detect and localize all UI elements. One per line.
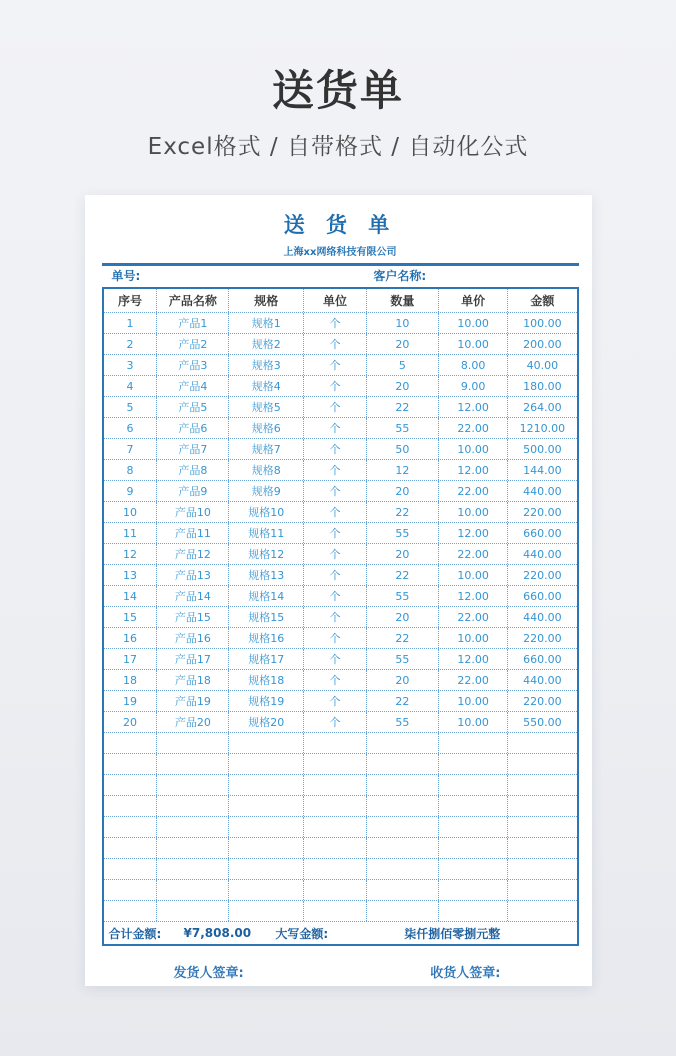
empty-table-cell (156, 817, 228, 837)
table-cell: 20 (366, 607, 438, 627)
table-cell: 12.00 (438, 586, 508, 606)
table-cell: 11 (122, 526, 137, 540)
table-cell: 22 (366, 691, 438, 711)
table-cell: 15 (122, 610, 137, 624)
page-title: 送货单 (271, 66, 404, 115)
table-cell: 22 (366, 565, 438, 585)
empty-table-cell (438, 817, 508, 837)
table-cell: 个 (303, 712, 366, 732)
table-cell: 10.00 (438, 334, 508, 354)
table-cell: 个 (303, 586, 366, 606)
table-cell: 17 (122, 652, 137, 666)
table-cell: 个 (303, 502, 366, 522)
table-cell: 产品4 (156, 376, 228, 396)
empty-table-cell (104, 754, 157, 774)
table-cell: 660.00 (507, 523, 576, 543)
empty-table-row (104, 858, 577, 879)
table-cell: 12.00 (438, 649, 508, 669)
empty-table-cell (228, 838, 303, 858)
empty-table-cell (507, 754, 576, 774)
table-cell: 55 (366, 586, 438, 606)
table-cell: 5 (366, 355, 438, 375)
total-amount-label: 合计金额: (108, 926, 162, 941)
sender-signature-label: 发货人签章: (173, 966, 244, 981)
empty-table-cell (156, 754, 228, 774)
table-cell: 规格14 (228, 586, 303, 606)
table-cell: 5 (126, 400, 134, 414)
table-row (104, 564, 577, 585)
table-cell: 规格15 (228, 607, 303, 627)
empty-table-cell (228, 817, 303, 837)
table-cell: 8 (126, 463, 134, 477)
table-cell: 产品19 (156, 691, 228, 711)
empty-table-cell (303, 817, 366, 837)
table-cell: 4 (126, 379, 134, 393)
table-cell: 个 (303, 313, 366, 333)
table-cell: 20 (366, 544, 438, 564)
empty-table-cell (366, 901, 438, 921)
table-cell: 14 (122, 589, 137, 603)
column-header: 规格 (228, 289, 303, 312)
table-cell: 7 (126, 442, 134, 456)
empty-table-row (104, 900, 577, 921)
table-cell: 55 (366, 712, 438, 732)
table-cell: 产品16 (156, 628, 228, 648)
table-cell: 个 (303, 376, 366, 396)
table-cell: 10.00 (438, 313, 508, 333)
table-cell: 8.00 (438, 355, 508, 375)
table-cell: 个 (303, 628, 366, 648)
empty-table-cell (303, 838, 366, 858)
empty-table-cell (104, 775, 157, 795)
empty-table-cell (507, 859, 576, 879)
table-cell: 440.00 (507, 670, 576, 690)
empty-table-cell (303, 859, 366, 879)
column-header: 产品名称 (156, 289, 228, 312)
table-cell: 产品5 (156, 397, 228, 417)
table-row (104, 417, 577, 438)
empty-table-row (104, 795, 577, 816)
table-cell: 3 (126, 358, 134, 372)
empty-table-cell (104, 817, 157, 837)
table-total-row (104, 921, 577, 944)
column-header: 单位 (303, 289, 366, 312)
table-cell: 264.00 (507, 397, 576, 417)
total-amount-value: ¥7,808.00 (183, 926, 252, 940)
empty-table-cell (104, 859, 157, 879)
empty-table-cell (438, 754, 508, 774)
table-cell: 个 (303, 460, 366, 480)
empty-table-cell (438, 838, 508, 858)
delivery-note-card (85, 195, 592, 986)
empty-table-cell (438, 880, 508, 900)
table-cell: 9 (126, 484, 134, 498)
table-row (104, 606, 577, 627)
empty-table-cell (156, 901, 228, 921)
table-cell: 10.00 (438, 691, 508, 711)
table-cell: 产品10 (156, 502, 228, 522)
table-cell: 10.00 (438, 565, 508, 585)
empty-table-cell (438, 733, 508, 753)
empty-table-cell (104, 733, 157, 753)
table-cell: 12.00 (438, 523, 508, 543)
table-cell: 55 (366, 523, 438, 543)
table-cell: 12 (366, 460, 438, 480)
table-cell: 个 (303, 334, 366, 354)
empty-table-cell (507, 775, 576, 795)
table-cell: 10.00 (438, 712, 508, 732)
table-cell: 规格20 (228, 712, 303, 732)
table-cell: 个 (303, 418, 366, 438)
table-cell: 16 (122, 631, 137, 645)
table-row (104, 501, 577, 522)
column-header: 数量 (366, 289, 438, 312)
table-cell: 180.00 (507, 376, 576, 396)
empty-table-cell (228, 901, 303, 921)
table-cell: 产品13 (156, 565, 228, 585)
table-row (104, 522, 577, 543)
table-cell: 产品8 (156, 460, 228, 480)
empty-table-cell (104, 880, 157, 900)
table-cell: 规格1 (228, 313, 303, 333)
table-cell: 个 (303, 565, 366, 585)
column-header: 金额 (507, 289, 576, 312)
empty-table-cell (228, 880, 303, 900)
table-cell: 22 (366, 502, 438, 522)
empty-table-cell (228, 733, 303, 753)
table-cell: 220.00 (507, 691, 576, 711)
empty-table-cell (156, 859, 228, 879)
table-cell: 220.00 (507, 502, 576, 522)
empty-table-cell (303, 775, 366, 795)
doc-company: 上海xx网络科技有限公司 (283, 247, 397, 258)
table-row (104, 543, 577, 564)
table-cell: 产品2 (156, 334, 228, 354)
table-cell: 规格5 (228, 397, 303, 417)
table-cell: 12.00 (438, 397, 508, 417)
table-row (104, 354, 577, 375)
empty-table-cell (507, 838, 576, 858)
table-row (104, 669, 577, 690)
empty-table-cell (366, 838, 438, 858)
empty-table-cell (507, 817, 576, 837)
table-cell: 个 (303, 649, 366, 669)
table-cell: 20 (366, 334, 438, 354)
column-header: 序号 (117, 294, 142, 308)
empty-table-cell (156, 880, 228, 900)
empty-table-cell (366, 859, 438, 879)
receiver-signature-label: 收货人签章: (430, 966, 501, 981)
table-cell: 55 (366, 649, 438, 669)
table-cell: 产品11 (156, 523, 228, 543)
empty-table-row (104, 816, 577, 837)
table-row (104, 648, 577, 669)
table-cell: 规格12 (228, 544, 303, 564)
table-cell: 规格17 (228, 649, 303, 669)
table-cell: 550.00 (507, 712, 576, 732)
empty-table-cell (366, 775, 438, 795)
table-cell: 产品17 (156, 649, 228, 669)
table-row (104, 396, 577, 417)
table-row (104, 438, 577, 459)
table-cell: 10.00 (438, 628, 508, 648)
table-cell: 个 (303, 481, 366, 501)
empty-table-cell (104, 796, 157, 816)
empty-table-cell (303, 880, 366, 900)
table-cell: 12 (122, 547, 137, 561)
table-header-row (104, 289, 577, 312)
empty-table-cell (507, 733, 576, 753)
table-cell: 19 (122, 694, 137, 708)
empty-table-cell (303, 901, 366, 921)
table-row (104, 690, 577, 711)
delivery-table (102, 287, 579, 946)
table-body (104, 312, 577, 921)
table-cell: 500.00 (507, 439, 576, 459)
table-cell: 20 (366, 670, 438, 690)
table-cell: 产品14 (156, 586, 228, 606)
amount-in-words-label: 大写金额: (275, 926, 329, 941)
empty-table-cell (366, 880, 438, 900)
table-cell: 22.00 (438, 481, 508, 501)
table-cell: 22 (366, 628, 438, 648)
table-row (104, 585, 577, 606)
table-cell: 个 (303, 544, 366, 564)
amount-in-words-value: 柒仟捌佰零捌元整 (404, 926, 501, 941)
table-cell: 40.00 (507, 355, 576, 375)
table-cell: 产品20 (156, 712, 228, 732)
table-cell: 规格8 (228, 460, 303, 480)
empty-table-cell (366, 733, 438, 753)
table-row (104, 459, 577, 480)
table-cell: 100.00 (507, 313, 576, 333)
empty-table-cell (228, 754, 303, 774)
table-cell: 440.00 (507, 607, 576, 627)
table-cell: 144.00 (507, 460, 576, 480)
empty-table-cell (228, 859, 303, 879)
table-row (104, 480, 577, 501)
empty-table-row (104, 732, 577, 753)
table-cell: 规格19 (228, 691, 303, 711)
table-cell: 660.00 (507, 586, 576, 606)
table-cell: 个 (303, 691, 366, 711)
table-cell: 22.00 (438, 418, 508, 438)
empty-table-cell (366, 754, 438, 774)
empty-table-cell (507, 880, 576, 900)
empty-table-cell (228, 796, 303, 816)
empty-table-cell (303, 754, 366, 774)
table-cell: 22.00 (438, 670, 508, 690)
table-cell: 20 (366, 376, 438, 396)
customer-name-label: 客户名称: (373, 269, 427, 283)
empty-table-cell (156, 733, 228, 753)
empty-table-cell (507, 796, 576, 816)
empty-table-cell (156, 775, 228, 795)
table-cell: 12.00 (438, 460, 508, 480)
empty-table-cell (303, 733, 366, 753)
signature-row (102, 962, 579, 981)
table-row (104, 375, 577, 396)
page-subtitle: Excel格式 / 自带格式 / 自动化公式 (147, 134, 529, 160)
empty-table-row (104, 879, 577, 900)
table-row (104, 711, 577, 732)
empty-table-row (104, 837, 577, 858)
table-cell: 50 (366, 439, 438, 459)
table-cell: 440.00 (507, 544, 576, 564)
table-cell: 规格11 (228, 523, 303, 543)
table-cell: 规格13 (228, 565, 303, 585)
table-row (104, 312, 577, 333)
table-cell: 产品7 (156, 439, 228, 459)
empty-table-cell (228, 775, 303, 795)
empty-table-row (104, 774, 577, 795)
table-cell: 个 (303, 523, 366, 543)
table-cell: 个 (303, 439, 366, 459)
empty-table-cell (156, 796, 228, 816)
doc-title: 送 货 单 (283, 213, 397, 237)
table-cell: 55 (366, 418, 438, 438)
empty-table-row (104, 753, 577, 774)
table-cell: 10 (122, 505, 137, 519)
empty-table-cell (303, 796, 366, 816)
empty-table-cell (438, 901, 508, 921)
table-cell: 产品15 (156, 607, 228, 627)
table-cell: 个 (303, 607, 366, 627)
table-cell: 个 (303, 397, 366, 417)
table-cell: 产品6 (156, 418, 228, 438)
empty-table-cell (156, 838, 228, 858)
table-cell: 产品1 (156, 313, 228, 333)
table-row (104, 333, 577, 354)
table-cell: 规格16 (228, 628, 303, 648)
table-cell: 产品12 (156, 544, 228, 564)
table-cell: 产品18 (156, 670, 228, 690)
table-cell: 20 (122, 715, 137, 729)
table-cell: 规格7 (228, 439, 303, 459)
table-cell: 9.00 (438, 376, 508, 396)
table-cell: 规格9 (228, 481, 303, 501)
table-cell: 产品3 (156, 355, 228, 375)
table-cell: 个 (303, 670, 366, 690)
column-header: 单价 (438, 289, 508, 312)
table-cell: 规格18 (228, 670, 303, 690)
empty-table-cell (366, 796, 438, 816)
table-cell: 220.00 (507, 565, 576, 585)
empty-table-cell (104, 901, 157, 921)
table-cell: 20 (366, 481, 438, 501)
empty-table-cell (104, 838, 157, 858)
table-cell: 个 (303, 355, 366, 375)
table-cell: 220.00 (507, 628, 576, 648)
page-header (0, 0, 676, 161)
table-cell: 规格3 (228, 355, 303, 375)
table-cell: 660.00 (507, 649, 576, 669)
table-cell: 1 (126, 316, 134, 330)
table-cell: 18 (122, 673, 137, 687)
table-cell: 10 (366, 313, 438, 333)
table-cell: 10.00 (438, 439, 508, 459)
empty-table-cell (507, 901, 576, 921)
table-cell: 规格4 (228, 376, 303, 396)
order-number-label: 单号: (111, 269, 141, 283)
empty-table-cell (438, 796, 508, 816)
table-cell: 规格10 (228, 502, 303, 522)
table-cell: 22.00 (438, 544, 508, 564)
empty-table-cell (438, 775, 508, 795)
table-cell: 产品9 (156, 481, 228, 501)
empty-table-cell (438, 859, 508, 879)
table-cell: 1210.00 (507, 418, 576, 438)
table-cell: 13 (122, 568, 137, 582)
table-cell: 22 (366, 397, 438, 417)
empty-table-cell (366, 817, 438, 837)
table-row (104, 627, 577, 648)
table-cell: 2 (126, 337, 134, 351)
table-cell: 规格6 (228, 418, 303, 438)
meta-row (102, 266, 579, 287)
table-cell: 22.00 (438, 607, 508, 627)
table-cell: 6 (126, 421, 134, 435)
table-cell: 440.00 (507, 481, 576, 501)
table-cell: 200.00 (507, 334, 576, 354)
table-cell: 10.00 (438, 502, 508, 522)
table-cell: 规格2 (228, 334, 303, 354)
